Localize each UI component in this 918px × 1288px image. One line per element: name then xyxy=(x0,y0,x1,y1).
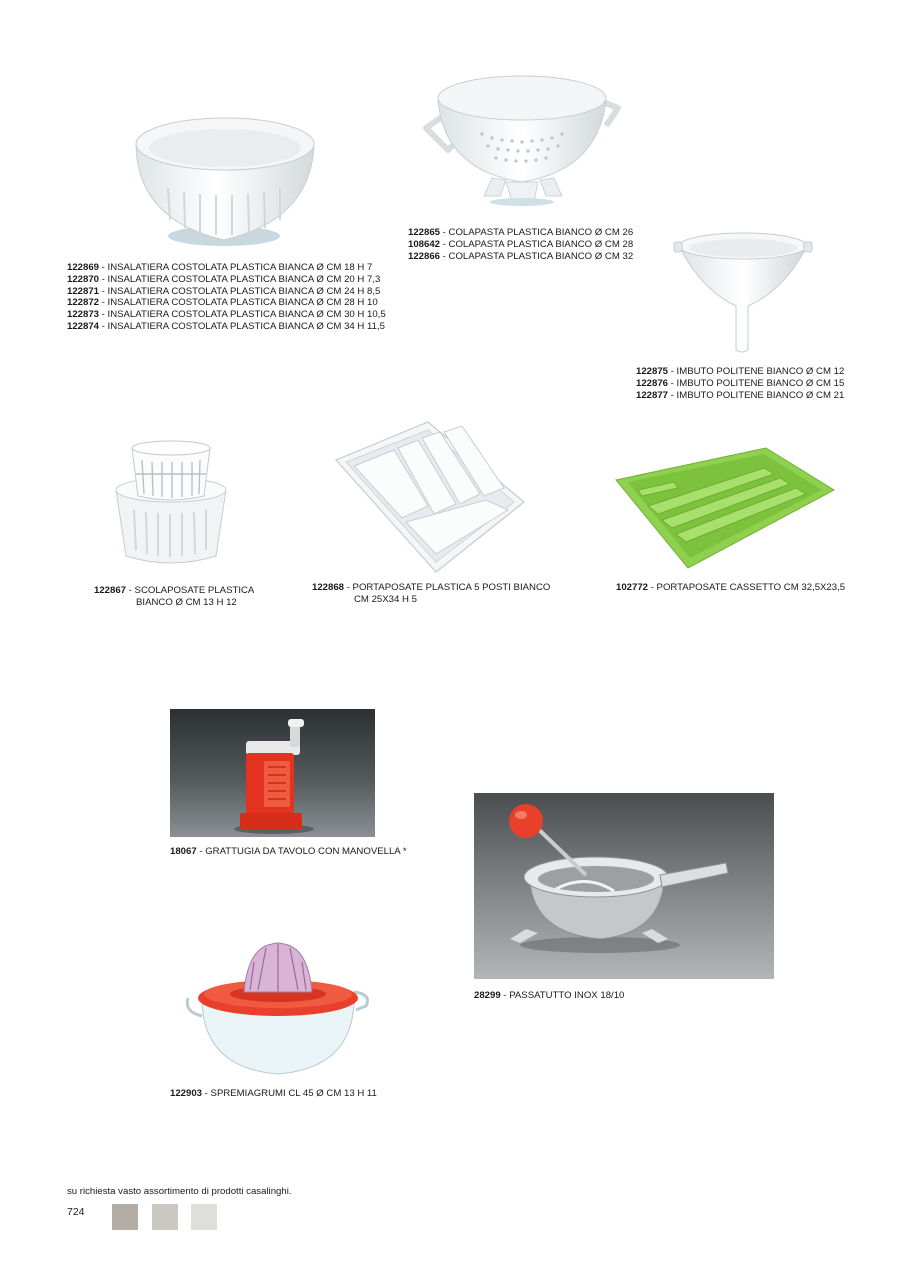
product-code: 122877 xyxy=(636,389,669,401)
product-description: - INSALATIERA COSTOLATA PLASTICA BIANCA Ø CM 30 H 10,5 xyxy=(99,309,386,321)
caption-row xyxy=(474,990,624,1002)
product-description: - PORTAPOSATE PLASTICA 5 POSTI BIANCO xyxy=(344,582,551,593)
caption-row xyxy=(67,309,386,321)
food-mill-caption xyxy=(474,990,624,1002)
product-code: 122872 xyxy=(67,297,100,309)
product-code: 108642 xyxy=(408,238,441,250)
white-cutlery-tray-caption xyxy=(312,582,550,606)
product-description: - INSALATIERA COSTOLATA PLASTICA BIANCA Ø CM 18 H 7 xyxy=(99,262,373,273)
caption-row xyxy=(67,297,386,309)
caption-row xyxy=(408,227,633,239)
product-code: 18067 xyxy=(170,846,197,857)
color-swatch-dark xyxy=(112,1204,138,1230)
juicer-image xyxy=(184,940,374,1080)
caption-row xyxy=(94,597,254,609)
page-number: 724 xyxy=(67,1206,85,1218)
caption-row xyxy=(408,239,633,251)
product-code: 122875 xyxy=(636,366,669,377)
salad-bowl-image xyxy=(128,108,320,253)
green-cutlery-tray-image xyxy=(614,446,836,570)
caption-row xyxy=(636,366,844,378)
caption-row xyxy=(67,321,386,333)
product-code: 122871 xyxy=(67,285,100,297)
product-description: - IMBUTO POLITENE BIANCO Ø CM 21 xyxy=(668,389,845,401)
product-code: 122903 xyxy=(170,1088,203,1099)
product-description: - INSALATIERA COSTOLATA PLASTICA BIANCA Ø CM 34 H 11,5 xyxy=(99,320,385,332)
product-description: - COLAPASTA PLASTICA BIANCO Ø CM 26 xyxy=(440,227,634,238)
product-description: - INSALATIERA COSTOLATA PLASTICA BIANCA Ø CM 24 H 8,5 xyxy=(99,285,381,297)
color-swatch-light xyxy=(191,1204,217,1230)
product-description: - COLAPASTA PLASTICA BIANCO Ø CM 28 xyxy=(440,238,634,250)
caption-row xyxy=(94,585,254,597)
colander-caption xyxy=(408,227,633,262)
grater-photo xyxy=(170,709,375,837)
product-code: 122866 xyxy=(408,250,441,262)
product-description: - IMBUTO POLITENE BIANCO Ø CM 15 xyxy=(668,377,845,389)
product-description: - COLAPASTA PLASTICA BIANCO Ø CM 32 xyxy=(440,250,634,262)
product-code: 122865 xyxy=(408,227,441,238)
caption-row xyxy=(312,594,550,606)
product-description: - IMBUTO POLITENE BIANCO Ø CM 12 xyxy=(668,366,845,377)
colander-image xyxy=(422,70,622,210)
caption-row xyxy=(170,1088,377,1100)
grater-caption xyxy=(170,846,407,858)
cutlery-drainer-image xyxy=(112,438,230,568)
caption-row xyxy=(636,378,844,390)
product-code: 122869 xyxy=(67,262,100,273)
caption-row xyxy=(616,582,845,594)
food-mill-photo xyxy=(474,793,774,979)
product-description: - INSALATIERA COSTOLATA PLASTICA BIANCA Ø CM 20 H 7,3 xyxy=(99,273,381,285)
product-code: 122870 xyxy=(67,273,100,285)
product-description: - SCOLAPOSATE PLASTICA xyxy=(126,585,255,596)
product-code: 122874 xyxy=(67,320,100,332)
juicer-caption xyxy=(170,1088,377,1100)
product-code: 122876 xyxy=(636,377,669,389)
product-description: - INSALATIERA COSTOLATA PLASTICA BIANCA Ø CM 28 H 10 xyxy=(99,297,378,309)
product-description: CM 25X34 H 5 xyxy=(354,593,417,605)
product-description: - PASSATUTTO INOX 18/10 xyxy=(500,990,625,1001)
product-code: 122867 xyxy=(94,585,127,596)
caption-row xyxy=(408,251,633,263)
white-cutlery-tray-image xyxy=(332,418,528,576)
caption-row xyxy=(67,262,386,274)
caption-row xyxy=(67,274,386,286)
cutlery-drainer-caption xyxy=(94,585,254,609)
product-description: BIANCO Ø CM 13 H 12 xyxy=(136,596,237,608)
caption-row xyxy=(312,582,550,594)
salad-bowl-caption xyxy=(67,262,386,333)
product-description: - GRATTUGIA DA TAVOLO CON MANOVELLA * xyxy=(196,846,407,857)
color-swatch-medium xyxy=(152,1204,178,1230)
product-code: 102772 xyxy=(616,582,649,593)
footer-note: su richiesta vasto assortimento di prodotti casalinghi. xyxy=(67,1186,292,1197)
funnel-caption xyxy=(636,366,844,401)
caption-row xyxy=(636,390,844,402)
funnel-image xyxy=(672,226,814,356)
product-code: 28299 xyxy=(474,990,501,1001)
green-cutlery-tray-caption xyxy=(616,582,845,594)
product-description: - PORTAPOSATE CASSETTO CM 32,5X23,5 xyxy=(648,582,846,593)
product-code: 122873 xyxy=(67,309,100,321)
caption-row xyxy=(170,846,407,858)
product-code: 122868 xyxy=(312,582,345,593)
caption-row xyxy=(67,286,386,298)
product-description: - SPREMIAGRUMI CL 45 Ø CM 13 H 11 xyxy=(202,1088,377,1099)
